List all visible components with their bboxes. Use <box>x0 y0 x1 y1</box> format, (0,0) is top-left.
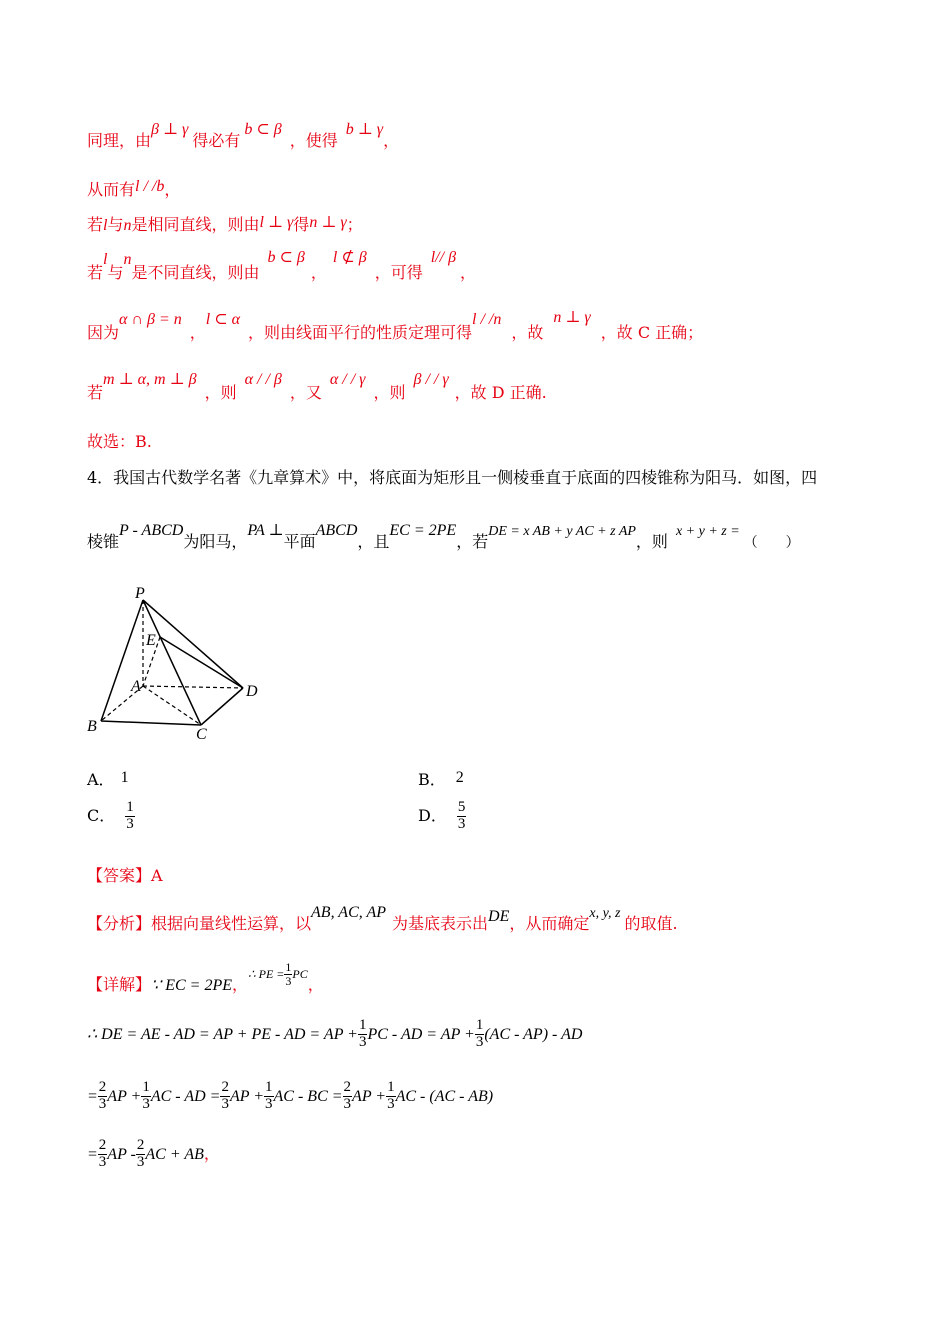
option-label: B． <box>418 770 446 789</box>
math-expr: n <box>123 251 132 268</box>
math-part: AC - BC = <box>273 1087 343 1105</box>
math-expr: ∵ EC = 2PE <box>151 977 232 994</box>
denominator: 3 <box>475 1033 484 1050</box>
label-B: B <box>87 718 97 735</box>
denominator: 3 <box>343 1095 352 1112</box>
denominator: 3 <box>358 1033 367 1050</box>
numerator: 2 <box>98 1079 107 1095</box>
label-A: A <box>131 678 141 695</box>
text: ，又 <box>289 383 322 402</box>
detail-tag: 【详解】 <box>87 975 152 994</box>
text: 因为 <box>87 323 120 342</box>
math-expr: b ⊂ β <box>267 249 305 266</box>
option-D[interactable] <box>418 800 466 833</box>
edge-PB <box>101 600 143 721</box>
text: ， <box>307 975 324 994</box>
proof-line-5 <box>87 309 704 343</box>
math-expr: l / /n <box>472 311 502 328</box>
detail-line <box>87 960 324 1000</box>
math-expr: n <box>123 217 132 234</box>
fraction <box>475 1018 485 1051</box>
option-value: 2 <box>455 769 464 786</box>
math-expr: n ⊥ γ <box>309 214 347 231</box>
text: ， <box>164 180 181 199</box>
fraction <box>386 1080 396 1113</box>
text: 平面 <box>283 532 316 551</box>
denominator: 3 <box>285 974 292 988</box>
text: ； <box>346 215 363 234</box>
denominator: 3 <box>136 1153 145 1170</box>
answer-blank: （ ） <box>743 535 800 551</box>
equation-3 <box>87 1138 220 1171</box>
option-B[interactable] <box>418 767 464 790</box>
denominator: 3 <box>142 1095 150 1112</box>
analysis-line <box>87 904 678 934</box>
text: ，从而确定 <box>509 914 590 933</box>
numerator: 2 <box>136 1137 145 1153</box>
answer-value: A <box>151 866 163 885</box>
edge-CD <box>201 688 243 725</box>
math-part: AP + <box>352 1087 387 1105</box>
math-expr: l / /b <box>135 178 165 195</box>
text: ，故 C 正确； <box>600 323 704 342</box>
text: ，故 <box>511 323 544 342</box>
numerator: 1 <box>285 960 292 975</box>
math-part: ∴ PE = <box>248 967 285 981</box>
edge-PC <box>143 600 201 725</box>
math-expr: x + y + z = <box>675 524 740 539</box>
text: 得必有 <box>192 131 241 150</box>
text: ， <box>231 975 248 994</box>
text: 的取值. <box>624 914 678 933</box>
text: 为阳马， <box>183 532 248 551</box>
numerator: 1 <box>126 799 134 815</box>
denominator: 3 <box>221 1095 229 1112</box>
math-part: (AC - AP) - AD <box>484 1025 583 1043</box>
math-expr: PA ⊥ <box>247 522 284 539</box>
fraction <box>136 1138 146 1171</box>
math-expr: AB, AC, AP <box>311 904 386 921</box>
math-part: AC - (AC - AB) <box>395 1087 494 1105</box>
text: ，则由线面平行的性质定理可得 <box>248 323 473 342</box>
fraction <box>98 1080 108 1113</box>
math-expr: l ⊄ β <box>332 249 367 266</box>
fraction <box>125 800 135 833</box>
fraction <box>98 1138 108 1171</box>
text: ， <box>460 263 477 282</box>
edge-AD <box>143 686 243 688</box>
label-E: E <box>146 632 156 649</box>
analysis-tag: 【分析】 <box>87 914 152 933</box>
answer-tag: 【答案】 <box>87 866 152 885</box>
question-4-line-1 <box>87 465 817 488</box>
math-expr: x, y, z <box>589 906 621 921</box>
option-label: A． <box>87 770 115 789</box>
math-expr: l <box>103 217 108 234</box>
text: 从而有 <box>87 180 136 199</box>
math-expr: n ⊥ γ <box>553 309 591 326</box>
text: ， <box>203 1143 220 1163</box>
fraction <box>264 1080 274 1113</box>
math-expr: β / / γ <box>413 371 449 388</box>
denominator: 3 <box>126 815 134 832</box>
math-part: ∴ DE = AE - AD = AP + PE - AD = AP + <box>87 1025 358 1043</box>
text: 若 <box>87 215 104 234</box>
text: 棱锥 <box>87 532 120 551</box>
numerator: 1 <box>358 1017 367 1033</box>
label-C: C <box>196 726 207 743</box>
option-value: 1 <box>120 769 129 786</box>
pyramid-figure <box>80 580 270 745</box>
denominator: 3 <box>457 815 466 832</box>
answer-line <box>87 863 163 886</box>
text: ，使得 <box>289 131 338 150</box>
proof-line-4 <box>87 249 477 283</box>
text: ，可得 <box>374 263 423 282</box>
text: ，若 <box>456 532 489 551</box>
math-part: = <box>87 1145 98 1163</box>
denominator: 3 <box>98 1153 107 1170</box>
math-expr: l <box>103 251 108 268</box>
numerator: 1 <box>265 1079 273 1095</box>
fraction <box>343 1080 353 1113</box>
math-part: AP - <box>107 1145 136 1163</box>
text: 若 <box>87 263 104 282</box>
math-part: PC - AD = AP + <box>367 1025 475 1043</box>
option-label: D． <box>418 805 447 825</box>
text: 与 <box>107 215 124 234</box>
math-expr <box>248 960 308 988</box>
proof-line-2 <box>87 177 180 200</box>
text: 根据向量线性运算，以 <box>151 914 312 933</box>
fraction <box>457 800 467 833</box>
math-part: AC - AD = <box>150 1087 221 1105</box>
text: ， <box>383 131 400 150</box>
math-expr: α / / γ <box>329 371 366 388</box>
math-expr: P - ABCD <box>119 522 184 539</box>
text: ，且 <box>357 532 390 551</box>
denominator: 3 <box>387 1095 395 1112</box>
numerator: 1 <box>142 1079 150 1095</box>
fraction <box>141 1080 151 1113</box>
text: 为基底表示出 <box>392 914 489 933</box>
math-part: PC <box>292 967 308 981</box>
text: 若 <box>87 383 104 402</box>
denominator: 3 <box>265 1095 273 1112</box>
text: ， <box>310 263 327 282</box>
text: 故选：B. <box>87 432 152 451</box>
text: ， <box>189 323 206 342</box>
math-expr: DE = x AB + y AC + z AP <box>488 524 636 539</box>
question-text: 4．我国古代数学名著《九章算术》中，将底面为矩形且一侧棱垂直于底面的四棱锥称为阳马．如图，四 <box>87 468 818 487</box>
numerator: 2 <box>98 1137 107 1153</box>
equation-1 <box>87 1018 582 1051</box>
label-D: D <box>246 683 258 700</box>
math-part: = <box>87 1087 98 1105</box>
option-label: C． <box>87 805 116 825</box>
text: 与 <box>107 263 124 282</box>
text: ，则 <box>373 383 406 402</box>
text: ，则 <box>204 383 237 402</box>
math-expr: l// β <box>430 249 457 266</box>
question-4-line-2 <box>87 522 800 552</box>
proof-line-1 <box>87 121 400 151</box>
math-expr: α ∩ β = n <box>119 311 182 328</box>
math-part: AP + <box>107 1087 142 1105</box>
option-A[interactable] <box>87 767 129 790</box>
numerator: 2 <box>221 1079 229 1095</box>
text: ，则 <box>635 532 668 551</box>
math-expr: ABCD <box>315 522 358 539</box>
label-P: P <box>135 585 145 602</box>
text: 同理，由 <box>87 131 152 150</box>
math-expr: l ⊂ α <box>205 311 240 328</box>
proof-line-3 <box>87 212 363 235</box>
math-expr: DE <box>488 908 510 925</box>
math-part: AP + <box>229 1087 265 1105</box>
text: ，故 D 正确. <box>454 383 547 402</box>
option-C[interactable] <box>87 800 135 833</box>
edge-BC <box>101 721 201 725</box>
numerator: 1 <box>387 1079 395 1095</box>
text: 得 <box>293 215 310 234</box>
numerator: 1 <box>475 1017 484 1033</box>
fraction <box>220 1080 230 1113</box>
math-expr: β ⊥ γ <box>151 121 189 138</box>
equation-2 <box>87 1080 493 1113</box>
numerator: 2 <box>343 1079 352 1095</box>
math-expr: b ⊥ γ <box>345 121 384 138</box>
denominator: 3 <box>98 1095 107 1112</box>
text: 是相同直线，则由 <box>131 215 260 234</box>
math-expr: m ⊥ α, m ⊥ β <box>103 371 197 388</box>
math-expr: EC = 2PE <box>389 522 457 539</box>
math-expr: α / / β <box>244 371 282 388</box>
numerator: 5 <box>457 799 466 815</box>
math-expr: b ⊂ β <box>244 121 282 138</box>
math-expr: l ⊥ γ <box>259 214 294 231</box>
proof-line-7 <box>87 429 152 452</box>
math-part: AC + AB <box>145 1145 204 1163</box>
proof-line-6 <box>87 371 547 403</box>
text: 是不同直线，则由 <box>131 263 260 282</box>
